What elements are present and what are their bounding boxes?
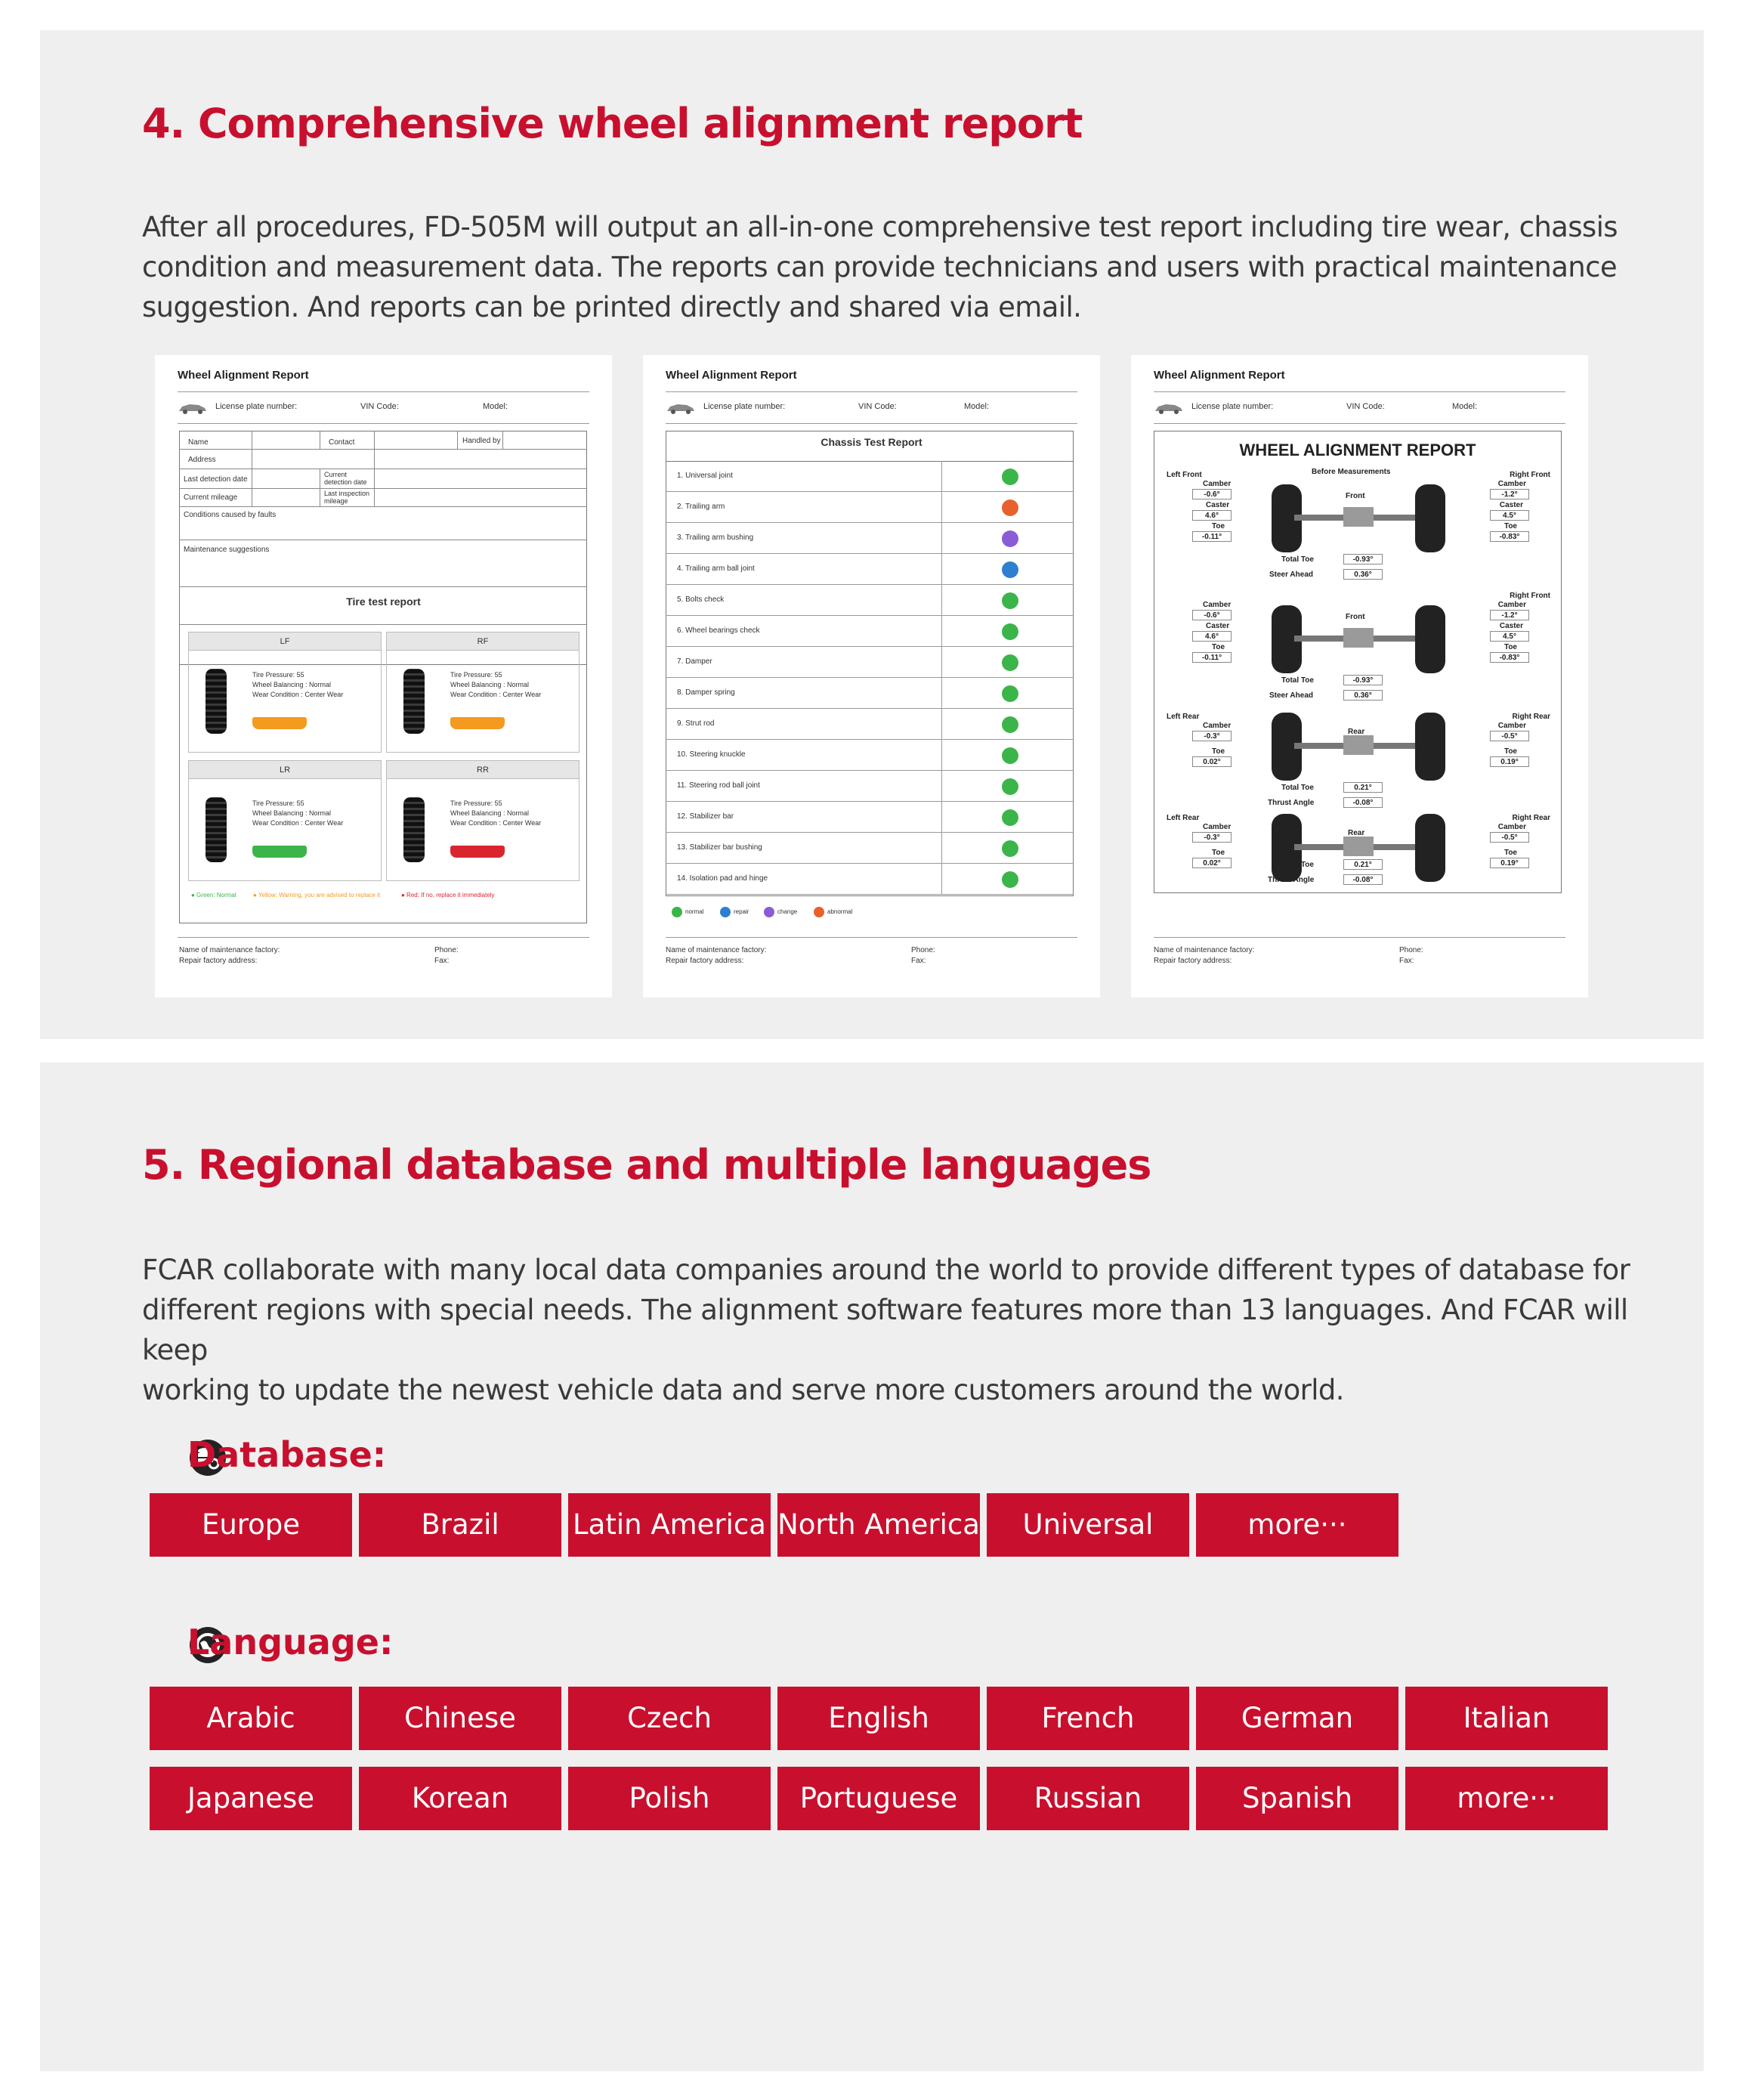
tire-position: RF bbox=[387, 632, 579, 651]
camber-label: Camber bbox=[1203, 601, 1232, 609]
chassis-row bbox=[666, 585, 1074, 616]
chip-japanese[interactable]: Japanese bbox=[150, 1767, 352, 1830]
tire-position: LF bbox=[189, 632, 381, 651]
axle-label: Rear bbox=[1348, 728, 1365, 736]
chassis-row bbox=[666, 554, 1074, 585]
chassis-item-label: 12. Stabilizer bar bbox=[677, 812, 734, 821]
right-front-label: Right Front bbox=[1510, 471, 1550, 479]
tire-image bbox=[403, 797, 425, 862]
divider bbox=[178, 937, 589, 938]
normal-status-icon bbox=[1002, 871, 1018, 888]
column-divider bbox=[941, 740, 942, 770]
chip-north-america[interactable]: North America bbox=[777, 1493, 980, 1557]
chip-europe[interactable]: Europe bbox=[150, 1493, 352, 1557]
toe-label: Toe bbox=[1503, 849, 1517, 857]
legend-repair: repair bbox=[734, 908, 749, 915]
chip-italian[interactable]: Italian bbox=[1405, 1687, 1608, 1750]
field-last-detection: Last detection date bbox=[184, 475, 248, 484]
factory-address-label: Repair factory address: bbox=[1154, 957, 1232, 965]
rear-axle-graphic bbox=[1272, 814, 1445, 882]
camber-label: Camber bbox=[1203, 722, 1232, 730]
chip-arabic[interactable]: Arabic bbox=[150, 1687, 352, 1750]
report-sheet-chassis bbox=[643, 355, 1100, 997]
vin-label: VIN Code: bbox=[858, 402, 897, 411]
model-label: Model: bbox=[964, 402, 990, 411]
normal-status-icon bbox=[1002, 747, 1018, 764]
phone-label: Phone: bbox=[911, 946, 935, 954]
chip-latin-america[interactable]: Latin America bbox=[568, 1493, 771, 1557]
vin-label: VIN Code: bbox=[1346, 402, 1385, 411]
factory-address-label: Repair factory address: bbox=[666, 957, 744, 965]
normal-icon bbox=[672, 907, 682, 917]
report-sheet-alignment bbox=[1131, 355, 1588, 997]
abnormal-status-icon bbox=[1002, 499, 1018, 516]
description-line: condition and measurement data. The reports can provide technicians and users with practical maintenance bbox=[142, 251, 1618, 283]
chip-czech[interactable]: Czech bbox=[568, 1687, 771, 1750]
left-toe-value: -0.11° bbox=[1192, 652, 1232, 663]
row-line bbox=[179, 449, 587, 450]
normal-status-icon bbox=[1002, 778, 1018, 795]
legend-change: change bbox=[777, 908, 798, 915]
language-heading: Language: bbox=[187, 1622, 394, 1662]
row-line bbox=[179, 488, 587, 489]
description-line: After all procedures, FD-505M will output an all-in-one comprehensive test report including tire wear, chassis bbox=[142, 211, 1618, 243]
column-divider bbox=[941, 802, 942, 832]
column-divider bbox=[941, 771, 942, 801]
right-front-label: Right Front bbox=[1510, 592, 1550, 600]
divider bbox=[1154, 391, 1565, 392]
divider bbox=[666, 391, 1077, 392]
tread-wear-graphic bbox=[252, 846, 307, 858]
report-sheet-tire bbox=[155, 355, 612, 997]
left-rear-label: Left Rear bbox=[1167, 713, 1200, 721]
field-suggestions: Maintenance suggestions bbox=[184, 546, 270, 554]
report-header: Wheel Alignment Report bbox=[666, 369, 797, 382]
factory-label: Name of maintenance factory: bbox=[666, 946, 767, 954]
toe-label: Toe bbox=[1212, 849, 1225, 857]
right-caster-value: 4.5° bbox=[1490, 631, 1529, 642]
divider bbox=[666, 937, 1077, 938]
legend-normal: normal bbox=[685, 908, 704, 915]
chassis-item-label: 10. Steering knuckle bbox=[677, 750, 746, 759]
chassis-row bbox=[666, 833, 1074, 864]
section-title: 5. Regional database and multiple languages bbox=[142, 1141, 1151, 1189]
column-divider bbox=[941, 678, 942, 708]
chassis-row bbox=[666, 864, 1074, 895]
section-title: 4. Comprehensive wheel alignment report bbox=[142, 100, 1083, 147]
left-rear-label: Left Rear bbox=[1167, 814, 1200, 822]
chassis-row bbox=[666, 802, 1074, 833]
chassis-row bbox=[666, 492, 1074, 523]
factory-label: Name of maintenance factory: bbox=[1154, 946, 1255, 954]
column-divider bbox=[941, 492, 942, 522]
column-divider bbox=[941, 864, 942, 894]
left-caster-value: 4.6° bbox=[1192, 510, 1232, 521]
divider bbox=[178, 423, 589, 424]
steer-ahead-value: 0.36° bbox=[1343, 690, 1383, 701]
tire-card-lr bbox=[188, 760, 382, 881]
right-toe-value: 0.19° bbox=[1490, 858, 1529, 868]
chip-french[interactable]: French bbox=[987, 1687, 1189, 1750]
fax-label: Fax: bbox=[911, 957, 926, 965]
change-icon bbox=[764, 907, 774, 917]
tire-position: RR bbox=[387, 761, 579, 779]
field-name: Name bbox=[188, 438, 209, 447]
tread-wear-graphic bbox=[450, 846, 505, 858]
vin-label: VIN Code: bbox=[360, 402, 399, 411]
factory-label: Name of maintenance factory: bbox=[179, 946, 280, 954]
chassis-item-label: 5. Bolts check bbox=[677, 595, 725, 604]
right-toe-value: 0.19° bbox=[1490, 756, 1529, 767]
field-handled-by: Handled by bbox=[462, 437, 501, 445]
right-camber-value: -1.2° bbox=[1490, 489, 1529, 499]
legend-red: ● Red: If no, replace it immediately bbox=[401, 892, 495, 898]
steer-ahead-label: Steer Ahead bbox=[1269, 571, 1313, 579]
camber-label: Camber bbox=[1497, 823, 1526, 831]
fax-label: Fax: bbox=[434, 957, 450, 965]
right-toe-value: -0.83° bbox=[1490, 531, 1529, 542]
column-divider bbox=[941, 616, 942, 646]
chassis-item-label: 1. Universal joint bbox=[677, 472, 733, 480]
normal-status-icon bbox=[1002, 840, 1018, 857]
tire-info: Tire Pressure: 55 Wheel Balancing : Normal Wear Condition : Center Wear bbox=[450, 671, 542, 698]
column-divider bbox=[941, 647, 942, 677]
thrust-angle-value: -0.08° bbox=[1343, 797, 1383, 808]
total-toe-value: 0.21° bbox=[1343, 859, 1383, 870]
camber-label: Camber bbox=[1203, 823, 1232, 831]
right-camber-value: -0.5° bbox=[1490, 731, 1529, 741]
section-database-panel bbox=[40, 1062, 1704, 2071]
column-divider bbox=[941, 833, 942, 863]
col-line bbox=[374, 431, 375, 506]
report-header: Wheel Alignment Report bbox=[178, 369, 309, 382]
normal-status-icon bbox=[1002, 469, 1018, 485]
normal-status-icon bbox=[1002, 654, 1018, 671]
total-toe-value: 0.21° bbox=[1343, 782, 1383, 793]
caster-label: Caster bbox=[1499, 501, 1523, 509]
tire-card-lf bbox=[188, 632, 382, 753]
repair-icon bbox=[720, 907, 731, 917]
left-camber-value: -0.6° bbox=[1192, 489, 1232, 499]
repair-status-icon bbox=[1002, 561, 1018, 578]
toe-label: Toe bbox=[1212, 522, 1225, 530]
before-measurements-label: Before Measurements bbox=[1312, 468, 1391, 476]
tire-image bbox=[403, 669, 425, 734]
divider bbox=[178, 391, 589, 392]
toe-label: Toe bbox=[1503, 747, 1517, 756]
chassis-item-label: 8. Damper spring bbox=[677, 688, 735, 697]
fax-label: Fax: bbox=[1399, 957, 1414, 965]
toe-label: Toe bbox=[1503, 522, 1517, 530]
field-conditions: Conditions caused by faults bbox=[184, 511, 277, 519]
divider bbox=[666, 423, 1077, 424]
total-toe-label: Total Toe bbox=[1281, 861, 1314, 869]
caster-label: Caster bbox=[1499, 622, 1523, 630]
alignment-box bbox=[1154, 431, 1562, 893]
chassis-row bbox=[666, 709, 1074, 740]
license-label: License plate number: bbox=[215, 402, 298, 411]
column-divider bbox=[941, 523, 942, 553]
chassis-row bbox=[666, 771, 1074, 802]
chassis-item-label: 7. Damper bbox=[677, 657, 712, 666]
change-status-icon bbox=[1002, 530, 1018, 547]
normal-status-icon bbox=[1002, 716, 1018, 733]
chip-polish[interactable]: Polish bbox=[568, 1767, 771, 1830]
camber-label: Camber bbox=[1203, 480, 1232, 488]
field-current-mileage: Current mileage bbox=[184, 493, 238, 502]
tire-report-title: Tire test report bbox=[346, 595, 421, 608]
chip-brazil[interactable]: Brazil bbox=[359, 1493, 561, 1557]
model-label: Model: bbox=[1452, 402, 1478, 411]
tread-wear-graphic bbox=[252, 717, 307, 729]
col-line bbox=[502, 431, 503, 449]
toe-label: Toe bbox=[1503, 643, 1517, 651]
abnormal-icon bbox=[814, 907, 824, 917]
axle-label: Front bbox=[1346, 492, 1365, 500]
rear-axle-graphic bbox=[1272, 713, 1445, 781]
section-report-panel bbox=[40, 30, 1704, 1039]
chassis-item-label: 11. Steering rod ball joint bbox=[677, 781, 760, 790]
chip-spanish[interactable]: Spanish bbox=[1196, 1767, 1398, 1830]
normal-status-icon bbox=[1002, 592, 1018, 609]
chassis-item-label: 3. Trailing arm bushing bbox=[677, 534, 754, 542]
right-camber-value: -1.2° bbox=[1490, 610, 1529, 620]
toe-label: Toe bbox=[1212, 747, 1225, 756]
legend-green: ● Green: Normal bbox=[191, 892, 236, 898]
thrust-angle-value: -0.08° bbox=[1343, 874, 1383, 885]
tire-card-rf bbox=[386, 632, 579, 753]
field-last-inspection: Last inspection mileage bbox=[324, 490, 370, 505]
camber-label: Camber bbox=[1497, 722, 1526, 730]
chassis-item-label: 13. Stabilizer bar bushing bbox=[677, 843, 762, 852]
field-current-detection: Current detection date bbox=[324, 471, 367, 486]
license-label: License plate number: bbox=[703, 402, 786, 411]
car-icon bbox=[666, 402, 696, 414]
phone-label: Phone: bbox=[1399, 946, 1423, 954]
chip-english[interactable]: English bbox=[777, 1687, 980, 1750]
right-caster-value: 4.5° bbox=[1490, 510, 1529, 521]
camber-label: Camber bbox=[1497, 480, 1526, 488]
axle-label: Front bbox=[1346, 613, 1365, 621]
report-header: Wheel Alignment Report bbox=[1154, 369, 1285, 382]
left-toe-value: 0.02° bbox=[1192, 756, 1232, 767]
divider bbox=[1154, 423, 1565, 424]
right-toe-value: -0.83° bbox=[1490, 652, 1529, 663]
description-line: FCAR collaborate with many local data companies around the world to provide different types of database for bbox=[142, 1254, 1630, 1286]
legend-yellow: ● Yellow: Warning, you are advised to replace it bbox=[253, 892, 381, 898]
chip-russian[interactable]: Russian bbox=[987, 1767, 1189, 1830]
left-toe-value: -0.11° bbox=[1192, 531, 1232, 542]
left-caster-value: 4.6° bbox=[1192, 631, 1232, 642]
chassis-item-label: 2. Trailing arm bbox=[677, 503, 725, 511]
chip-chinese[interactable]: Chinese bbox=[359, 1687, 561, 1750]
chassis-row bbox=[666, 461, 1074, 492]
car-icon bbox=[178, 402, 208, 414]
chip-german[interactable]: German bbox=[1196, 1687, 1398, 1750]
chassis-row bbox=[666, 740, 1074, 771]
chassis-row bbox=[666, 523, 1074, 554]
left-camber-value: -0.3° bbox=[1192, 832, 1232, 843]
normal-status-icon bbox=[1002, 685, 1018, 702]
total-toe-value: -0.93° bbox=[1343, 675, 1383, 685]
column-divider bbox=[941, 461, 942, 491]
chassis-row bbox=[666, 616, 1074, 647]
left-camber-value: -0.6° bbox=[1192, 610, 1232, 620]
col-line bbox=[457, 431, 458, 449]
left-front-label: Left Front bbox=[1167, 471, 1202, 479]
caster-label: Caster bbox=[1206, 501, 1230, 509]
field-address: Address bbox=[188, 456, 216, 464]
model-label: Model: bbox=[483, 402, 508, 411]
chassis-item-label: 4. Trailing arm ball joint bbox=[677, 564, 755, 573]
column-divider bbox=[941, 585, 942, 615]
total-toe-label: Total Toe bbox=[1281, 784, 1314, 792]
right-rear-label: Right Rear bbox=[1512, 814, 1550, 822]
chip-universal[interactable]: Universal bbox=[987, 1493, 1189, 1557]
factory-address-label: Repair factory address: bbox=[179, 957, 258, 965]
section-description bbox=[142, 1250, 1698, 1410]
thrust-angle-label: Thrust Angle bbox=[1268, 876, 1315, 884]
phone-label: Phone: bbox=[434, 946, 459, 954]
chassis-title: Chassis Test Report bbox=[821, 436, 922, 448]
row-line bbox=[179, 506, 587, 507]
axle-label: Rear bbox=[1348, 829, 1365, 837]
row-line bbox=[179, 586, 587, 587]
column-divider bbox=[941, 554, 942, 584]
tire-image bbox=[206, 797, 227, 862]
left-camber-value: -0.3° bbox=[1192, 731, 1232, 741]
total-toe-label: Total Toe bbox=[1281, 555, 1314, 564]
tire-card-rr bbox=[386, 760, 579, 881]
tire-info: Tire Pressure: 55 Wheel Balancing : Normal Wear Condition : Center Wear bbox=[252, 799, 344, 827]
legend-abnormal: abnormal bbox=[827, 908, 853, 915]
license-label: License plate number: bbox=[1191, 402, 1274, 411]
right-rear-label: Right Rear bbox=[1512, 713, 1550, 721]
total-toe-value: -0.93° bbox=[1343, 554, 1383, 564]
chip-more[interactable]: more··· bbox=[1405, 1767, 1608, 1830]
description-line: working to update the newest vehicle data and serve more customers around the world. bbox=[142, 1374, 1344, 1406]
chassis-row bbox=[666, 678, 1074, 709]
database-heading: Database: bbox=[187, 1434, 387, 1475]
steer-ahead-value: 0.36° bbox=[1343, 569, 1383, 580]
description-line: different regions with special needs. The alignment software features more than 13 languages. And FCAR will keep bbox=[142, 1294, 1628, 1366]
chassis-row bbox=[666, 647, 1074, 678]
normal-status-icon bbox=[1002, 809, 1018, 826]
chip-portuguese[interactable]: Portuguese bbox=[777, 1767, 980, 1830]
car-icon bbox=[1154, 402, 1184, 414]
left-toe-value: 0.02° bbox=[1192, 858, 1232, 868]
chassis-item-label: 14. Isolation pad and hinge bbox=[677, 874, 768, 883]
section-description bbox=[142, 207, 1698, 327]
divider bbox=[1154, 937, 1565, 938]
tire-info: Tire Pressure: 55 Wheel Balancing : Normal Wear Condition : Center Wear bbox=[252, 671, 344, 698]
tire-image bbox=[206, 669, 227, 734]
normal-status-icon bbox=[1002, 623, 1018, 640]
alignment-title: WHEEL ALIGNMENT REPORT bbox=[1239, 441, 1476, 459]
field-contact: Contact bbox=[329, 438, 355, 447]
total-toe-label: Total Toe bbox=[1281, 676, 1314, 685]
description-line: suggestion. And reports can be printed directly and shared via email. bbox=[142, 291, 1082, 323]
right-camber-value: -0.5° bbox=[1490, 832, 1529, 843]
column-divider bbox=[941, 709, 942, 739]
toe-label: Toe bbox=[1212, 643, 1225, 651]
chip-korean[interactable]: Korean bbox=[359, 1767, 561, 1830]
tire-position: LR bbox=[189, 761, 381, 779]
thrust-angle-label: Thrust Angle bbox=[1268, 799, 1315, 807]
caster-label: Caster bbox=[1206, 622, 1230, 630]
camber-label: Camber bbox=[1497, 601, 1526, 609]
steer-ahead-label: Steer Ahead bbox=[1269, 691, 1313, 700]
chip-more[interactable]: more··· bbox=[1196, 1493, 1398, 1557]
chassis-item-label: 9. Strut rod bbox=[677, 719, 715, 728]
chassis-item-label: 6. Wheel bearings check bbox=[677, 626, 760, 635]
tire-info: Tire Pressure: 55 Wheel Balancing : Normal Wear Condition : Center Wear bbox=[450, 799, 542, 827]
tread-wear-graphic bbox=[450, 717, 505, 729]
